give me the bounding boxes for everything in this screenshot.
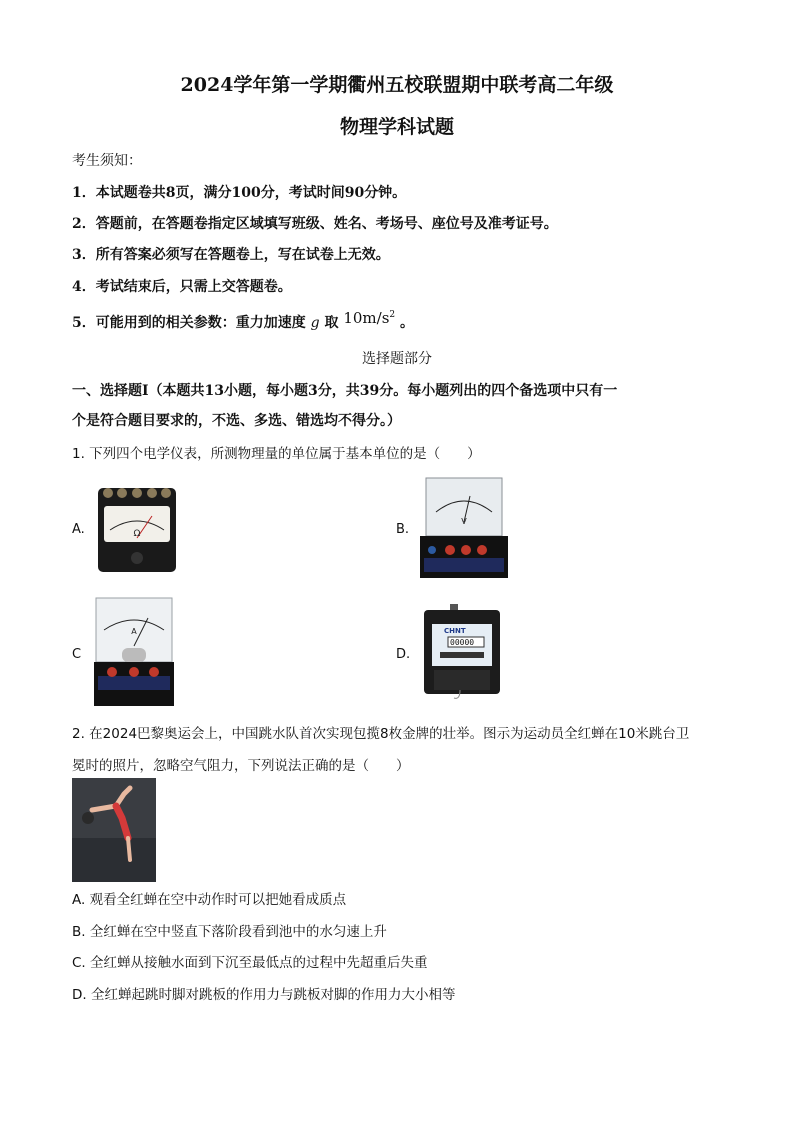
q2-option-b: B. 全红蝉在空中竖直下落阶段看到池中的水匀速上升 bbox=[72, 924, 387, 940]
volt-symbol: V bbox=[461, 517, 467, 526]
notice-item-1: 1．本试题卷共8页，满分100分，考试时间90分钟。 bbox=[72, 185, 407, 201]
meter-brand: CHNT bbox=[444, 627, 466, 635]
q2-option-c: C. 全红蝉从接触水面到下沉至最低点的过程中先超重后失重 bbox=[72, 955, 428, 971]
notice-heading: 考生须知： bbox=[72, 153, 142, 169]
voltmeter-image bbox=[418, 476, 510, 580]
part1-instruction-line1: 一、选择题Ⅰ（本题共13小题，每小题3分，共39分。每小题列出的四个备选项中只有一 bbox=[72, 383, 618, 399]
ampere-symbol: A bbox=[131, 627, 137, 636]
q1-stem: 1. 下列四个电学仪表，所测物理量的单位属于基本单位的是（ ） bbox=[72, 446, 481, 462]
notice-item-5-mid: 取 bbox=[324, 315, 339, 331]
q2-stem-line2: 冕时的照片，忽略空气阻力，下列说法正确的是（ ） bbox=[72, 758, 410, 774]
gravity-symbol: g bbox=[310, 315, 320, 331]
notice-item-5-prefix: 5．可能用到的相关参数：重力加速度 bbox=[72, 315, 306, 331]
diver-photo bbox=[72, 778, 156, 882]
ohm-symbol: Ω bbox=[133, 529, 141, 539]
q1-option-a-label: A. bbox=[72, 522, 85, 537]
meter-counter: 00000 bbox=[450, 638, 475, 647]
gravity-value: $10m/s^2$ bbox=[343, 309, 396, 327]
notice-item-4: 4．考试结束后，只需上交答题卷。 bbox=[72, 279, 292, 295]
notice-item-5 bbox=[72, 309, 415, 332]
ammeter-image bbox=[92, 596, 176, 708]
q1-option-d-label: D. bbox=[396, 647, 411, 662]
notice-item-2: 2．答题前，在答题卷指定区域填写班级、姓名、考场号、座位号及准考证号。 bbox=[72, 216, 558, 232]
q1-option-b-label: B. bbox=[396, 522, 410, 537]
notice-item-5-end: 。 bbox=[400, 315, 415, 331]
notice-item-3: 3．所有答案必须写在答题卷上，写在试卷上无效。 bbox=[72, 247, 390, 263]
section-heading: 选择题部分 bbox=[362, 351, 432, 367]
energy-meter-image bbox=[420, 604, 502, 700]
q2-option-a: A. 观看全红蝉在空中动作时可以把她看成质点 bbox=[72, 892, 347, 908]
exam-subject-title: 物理学科试题 bbox=[339, 116, 454, 138]
exam-title: 2024学年第一学期衢州五校联盟期中联考高二年级 bbox=[180, 74, 614, 96]
q1-option-c-label: C bbox=[72, 647, 82, 662]
q2-stem-line1: 2. 在2024巴黎奥运会上，中国跳水队首次实现包揽8枚金牌的壮举。图示为运动员全红蝉在10米跳台卫 bbox=[72, 726, 690, 742]
part1-instruction-line2: 个是符合题目要求的，不选、多选、错选均不得分。） bbox=[72, 413, 401, 429]
ohmmeter-image bbox=[96, 484, 178, 574]
q2-option-d: D. 全红蝉起跳时脚对跳板的作用力与跳板对脚的作用力大小相等 bbox=[72, 987, 456, 1003]
